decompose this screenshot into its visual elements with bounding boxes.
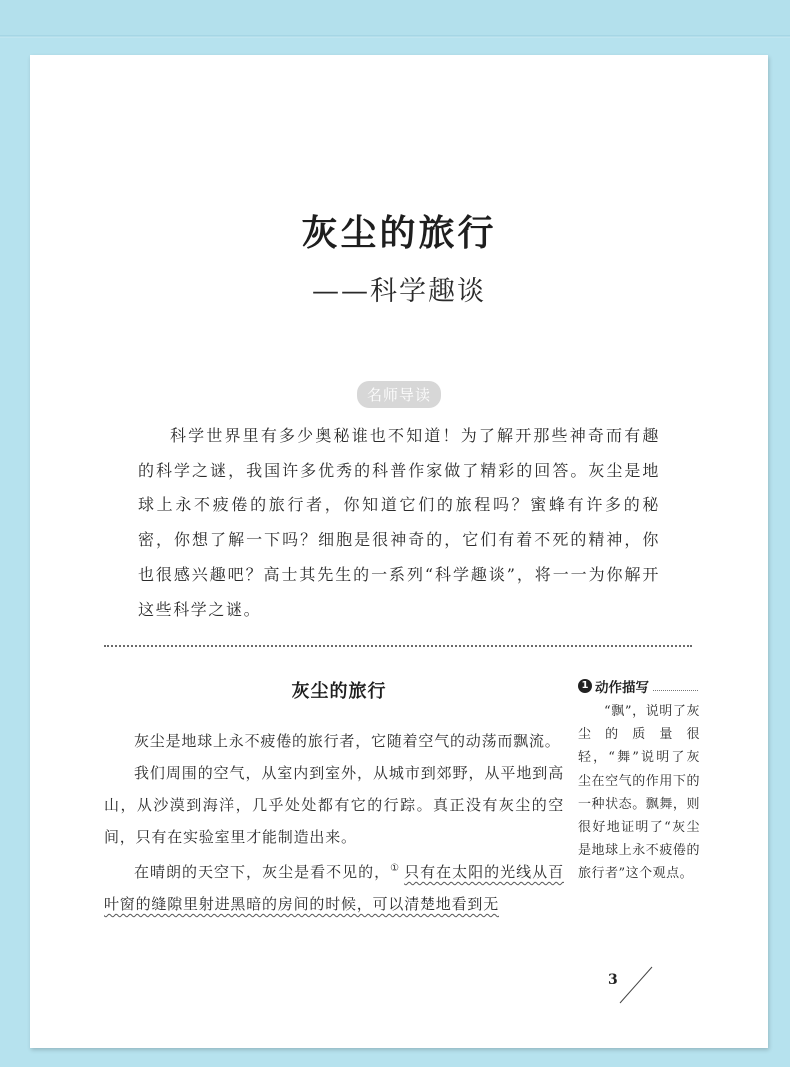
side-note-text: “飘”，说明了灰尘的质量很轻，“舞”说明了灰尘在空气的作用下的一种状态。飘舞，则很好地证明了“灰尘是地球上永不疲倦的旅行者”这个观点。 xyxy=(578,704,700,882)
book-page xyxy=(30,55,768,1048)
paragraph-3-lead: 在晴朗的天空下，灰尘是看不见的， xyxy=(134,863,391,881)
note-number-badge: 1 xyxy=(578,679,592,693)
side-note-body xyxy=(578,700,700,886)
wavy-underlined-text: 只有在太阳的光线从百叶窗的缝隙里射进黑暗的房间的时候，可以清楚地看到无 xyxy=(104,863,564,913)
article-body xyxy=(104,725,564,920)
page-number: 3 xyxy=(608,972,618,988)
section-title: 灰尘的旅行 xyxy=(291,681,387,702)
chapter-title: 灰尘的旅行 xyxy=(301,212,497,254)
dotted-divider xyxy=(104,645,692,647)
chapter-subtitle: ——科学趣谈 xyxy=(312,276,486,307)
side-note-heading xyxy=(578,676,698,696)
body-paragraph-2: 我们周围的空气，从室内到室外，从城市到郊野，从平地到高山，从沙漠到海洋，几乎处处都有它的行踪。真正没有灰尘的空间，只有在实验室里才能制造出来。 xyxy=(104,764,564,846)
top-background-strip xyxy=(0,0,790,38)
intro-paragraph: 科学世界里有多少奥秘谁也不知道！为了解开那些神奇而有趣的科学之谜，我国许多优秀的科普作家做了精彩的回答。灰尘是地球上永不疲倦的旅行者，你知道它们的旅程吗？蜜蜂有许多的秘密，你想了解一下吗？细胞是很神奇的，它们有着不死的精神，你也很感兴趣吧？高士其先生的一系列“科学趣谈”，将一一为你解开这些科学之谜。 xyxy=(138,426,660,619)
note-heading-dots xyxy=(653,682,698,691)
note-heading-text: 动作描写 xyxy=(595,680,649,696)
intro-label-badge: 名师导读 xyxy=(357,381,441,408)
page-number-slash xyxy=(618,965,654,1005)
body-paragraph-1: 灰尘是地球上永不疲倦的旅行者，它随着空气的动荡而飘流。 xyxy=(134,732,561,750)
body-paragraph-3 xyxy=(104,853,564,920)
annotation-marker: ① xyxy=(390,863,401,874)
intro-text-block xyxy=(138,419,660,627)
intro-label-row xyxy=(30,381,768,408)
